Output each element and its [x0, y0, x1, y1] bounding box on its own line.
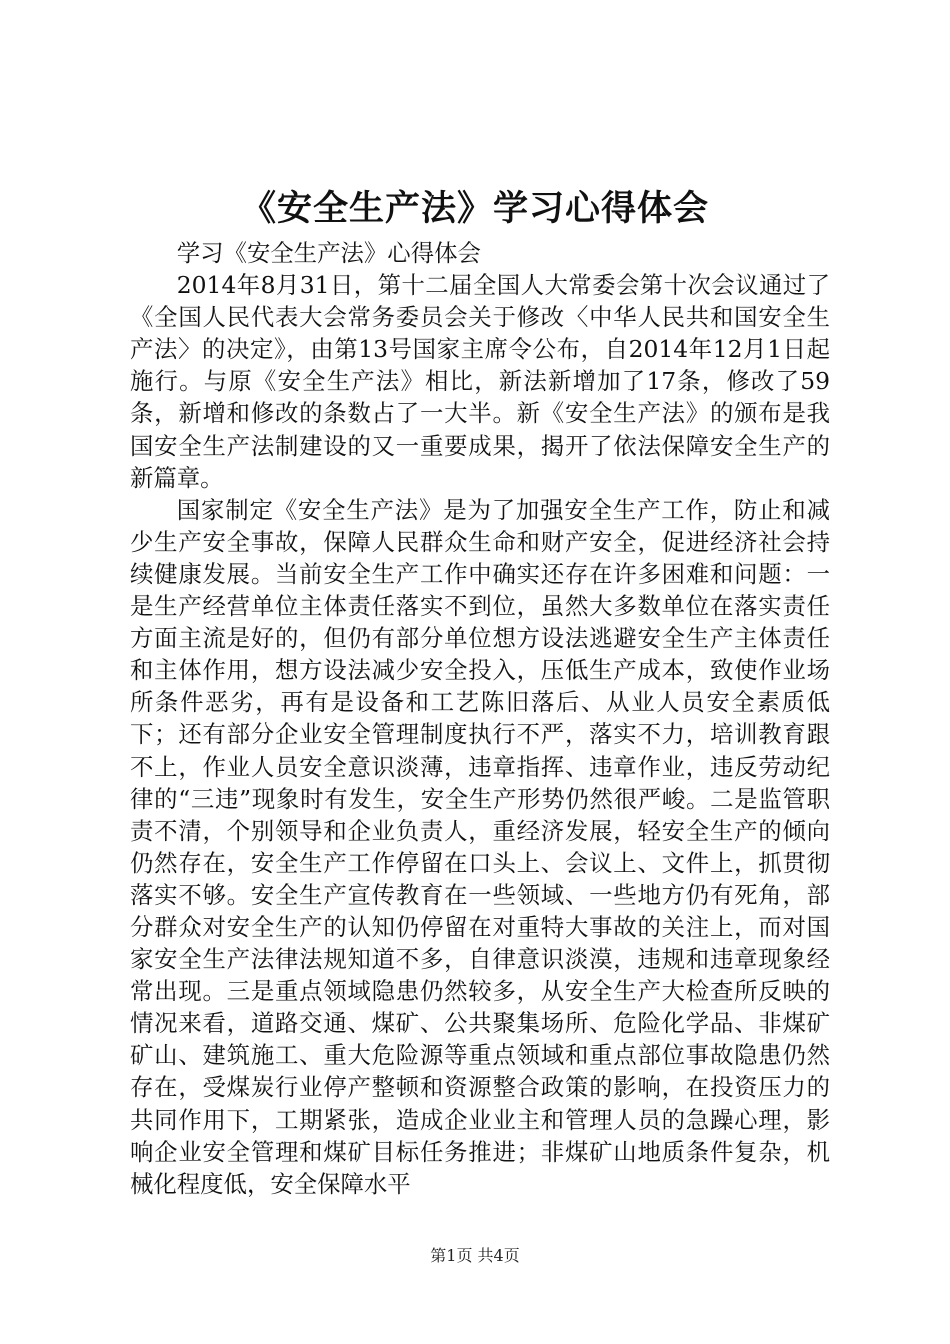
subtitle-paragraph: 学习《安全生产法》心得体会 — [176, 239, 481, 267]
document-title: 《安全生产法》学习心得体会 — [240, 188, 709, 229]
document-body — [130, 237, 830, 1200]
page-number-footer: 第1页 共4页 — [430, 1246, 520, 1265]
body-paragraph-2: 国家制定《安全生产法》是为了加强安全生产工作，防止和减少生产安全事故，保障人民群众生命和财产安全，促进经济社会持续健康发展。当前安全生产工作中确实还存在许多困难和问题：一是生产经营单位主体责任落实不到位，虽然大多数单位在落实责任方面主流是好的，但仍有部分单位想方设法逃避安全生产主体责任和主体作用，想方设法减少安全投入，压低生产成本，致使作业场所条件恶劣，再有是设备和工艺陈旧落后、从业人员安全素质低下；还有部分企业安全管理制度执行不严，落实不力，培训教育跟不上，作业人员安全意识淡薄，违章指挥、违章作业，违反劳动纪律的“三违”现象时有发生，安全生产形势仍然很严峻。二是监管职责不清，个别领导和企业负责人，重经济发展，轻安全生产的倾向仍然存在，安全生产工作停留在口头上、会议上、文件上，抓贯彻落实不够。安全生产宣传教育在一些领域、一些地方仍有死角，部分群众对安全生产的认知仍停留在对重特大事故的关注上，而对国家安全生产法律法规知道不多，自律意识淡漠，违规和违章现象经常出现。三是重点领域隐患仍然较多，从安全生产大检查所反映的情况来看，道路交通、煤矿、公共聚集场所、危险化学品、非煤矿矿山、建筑施工、重大危险源等重点领域和重点部位事故隐患仍然存在，受煤炭行业停产整顿和资源整合政策的影响，在投资压力的共同作用下，工期紧张，造成企业业主和管理人员的急躁心理，影响企业安全管理和煤矿目标任务推进；非煤矿山地质条件复杂，机械化程度低，安全保障水平 — [130, 495, 830, 1198]
body-paragraph-1: 2014年8月31日，第十二届全国人大常委会第十次会议通过了《全国人民代表大会常务委员会关于修改〈中华人民共和国安全生产法〉的决定》，由第13号国家主席令公布，自2014年12月1日起施行。与原《安全生产法》相比，新法新增加了17条，修改了59条，新增和修改的条数占了一大半。新《安全生产法》的颁布是我国安全生产法制建设的又一重要成果，揭开了依法保障安全生产的新篇章。 — [130, 271, 830, 492]
